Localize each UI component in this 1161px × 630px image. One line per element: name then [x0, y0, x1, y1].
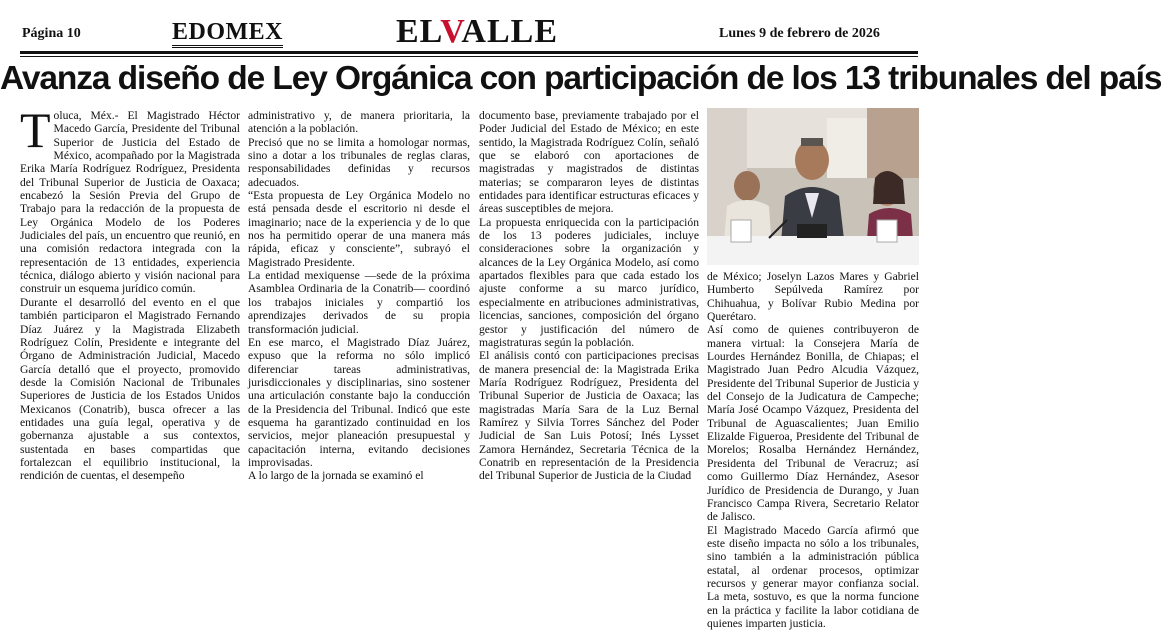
paragraph: Precisó que no se limita a homologar normas, sino a dotar a los tribunales de reglas claras, responsabilidades definidas y recursos adecuados. [248, 135, 470, 189]
event-photo [707, 108, 919, 265]
paragraph-text: oluca, Méx.- El Magistrado Héctor Macedo García, Presidente del Tribunal Superior de Justicia del Estado de México, acompañado por la Magistrada Erika María Rodríguez Rodríguez, Presidenta del Tribunal Superior de Justicia de Oaxaca; encabezó la Sesión Previa del Grupo de Trabajo para la redacción de la propuesta de Ley Orgánica Modelo de los Poderes Judiciales del país, un encuentro que reunió, en una comisión redactora integrada con la representación de 13 entidades, experiencia técnica, diálogo abierto y visión nacional para construir un esquema jurídico común. [20, 109, 240, 296]
paragraph: Así como de quienes contribuyeron de manera virtual: la Consejera María de Lourdes Hernández Bonilla, de Chiapas; el Magistrado Juan Pedro Alcudia Vázquez, Presidente del Tribunal Superior de Justicia y del Consejo de la Judicatura de Campeche; María José Ocampo Vázquez, Presidenta del Tribunal de Aguascalientes; Juan Emilio Elizalde Figueroa, Presidente del Tribunal de Morelos; Rosalba Hernández Hernández, Presidenta del Tribunal de Veracruz; así como Guillermo Díaz Hernández, Asesor Jurídico de Presidencia de Durango, y Juan Francisco Campa Rivera, Secretario Relator de Jalisco. [707, 323, 919, 524]
paragraph: “Esta propuesta de Ley Orgánica Modelo no está pensada desde el escritorio ni desde el imaginario; nace de la experiencia y de lo que nos ha permitido operar de una manera más rápida, eficaz y consciente”, subrayó el Magistrado Presidente. [248, 189, 470, 269]
logo-part-alle: ALLE [461, 13, 558, 50]
paragraph-continued: documento base, previamente trabajado por el Poder Judicial del Estado de México; en este sentido, la Magistrada Rodríguez Colín, señaló que se elaboró con aportaciones de magistradas y magistrados de distintas materias; se compararon leyes de distintas entidades para identificar estructuras eficaces y áreas susceptibles de mejora. [479, 109, 699, 216]
article-column-2 [248, 109, 470, 483]
paragraph-continued: administrativo y, de manera prioritaria, la atención a la población. [248, 109, 470, 136]
header-rule-thick [20, 51, 918, 54]
header-rule-thin [20, 56, 918, 57]
paragraph: La entidad mexiquense —sede de la próxima Asamblea Ordinaria de la Conatrib— coordinó los trabajos iniciales y compartió los aprendizajes derivados de su propia transformación judicial. [248, 269, 470, 336]
page-header [0, 0, 939, 52]
newspaper-logo [396, 14, 558, 50]
page-number: Página 10 [22, 26, 81, 41]
paragraph: El Magistrado Macedo García afirmó que este diseño impacta no sólo a los tribunales, sino también a la administración pública estatal, al ordenar procesos, optimizar recursos y generar mayor confianza social. La meta, sostuvo, es que la norma funcione en la práctica y facilite la labor cotidiana de quienes imparten justicia. [707, 523, 919, 630]
logo-part-el: EL [396, 13, 441, 50]
article-column-1 [20, 102, 240, 483]
article-column-4 [707, 270, 919, 630]
section-label: EDOMEX [172, 20, 283, 48]
paragraph: Durante el desarrolló del evento en el que también participaron el Magistrado Fernando Díaz Juárez y la Magistrada Elizabeth Rodríguez Colín, Presidente e integrante del Órgano de Administración Judicial, Macedo García detalló que el proyecto, promovido desde la Comisión Nacional de Tribunales Superiores de Justicia de los Estados Unidos Mexicanos (Conatrib), busca ofrecer a las entidades una guía legal, operativa y de gobernanza ajustable a sus contextos, sustentada en bases compartidas que fortalezcan el equilibrio institucional, la rendición de cuentas, el desempeño [20, 295, 240, 483]
dropcap: T [20, 102, 51, 158]
paragraph-continued: de México; Joselyn Lazos Mares y Gabriel Humberto Sepúlveda Ramírez por Chihuahua, y Bolívar Rubio Medina por Querétaro. [707, 270, 919, 324]
paragraph [20, 102, 240, 296]
paragraph: A lo largo de la jornada se examinó el [248, 469, 424, 483]
article-column-3 [479, 109, 699, 483]
paragraph: En ese marco, el Magistrado Díaz Juárez, expuso que la reforma no sólo implicó diferenciar tareas administrativas, jurisdiccionales y disciplinarias, sino sostener una articulación constante bajo la conducción de la Presidencia del Tribunal. Indicó que este esquema ha garantizado continuidad en los servicios, mejor planeación presupuestal y capacitación interna, evitando decisiones improvisadas. [248, 335, 470, 469]
issue-date: Lunes 9 de febrero de 2026 [719, 26, 880, 41]
logo-part-v: V [440, 13, 462, 50]
paragraph: La propuesta enriquecida con la participación de los 13 poderes judiciales, incluye consideraciones sobre la organización y alcances de la Ley Orgánica Modelo, así como apartados flexibles para que cada estado los ajuste conforme a su marco jurídico, especialmente en atribuciones administrativas, licencias, sanciones, composición del órgano gestor y justificación del número de magistraturas según la población. [479, 215, 699, 349]
headline: Avanza diseño de Ley Orgánica con participación de los 13 tribunales del país [0, 60, 1161, 97]
paragraph: El análisis contó con participaciones precisas de manera presencial de: la Magistrada Erika María Rodríguez Rodríguez, Presidenta del Tribunal Superior de Justicia de Oaxaca; las magistradas María Sara de la Luz Bernal Ramírez y Silvia Torres Sánchez del Poder Judicial de San Luis Potosí; Inés Lysset Zamora Hernández, Secretaria Técnica de la Conatrib en representación de la Presidencia del Tribunal Superior de Justicia de la Ciudad [479, 349, 699, 483]
photo-illustration [707, 108, 919, 265]
